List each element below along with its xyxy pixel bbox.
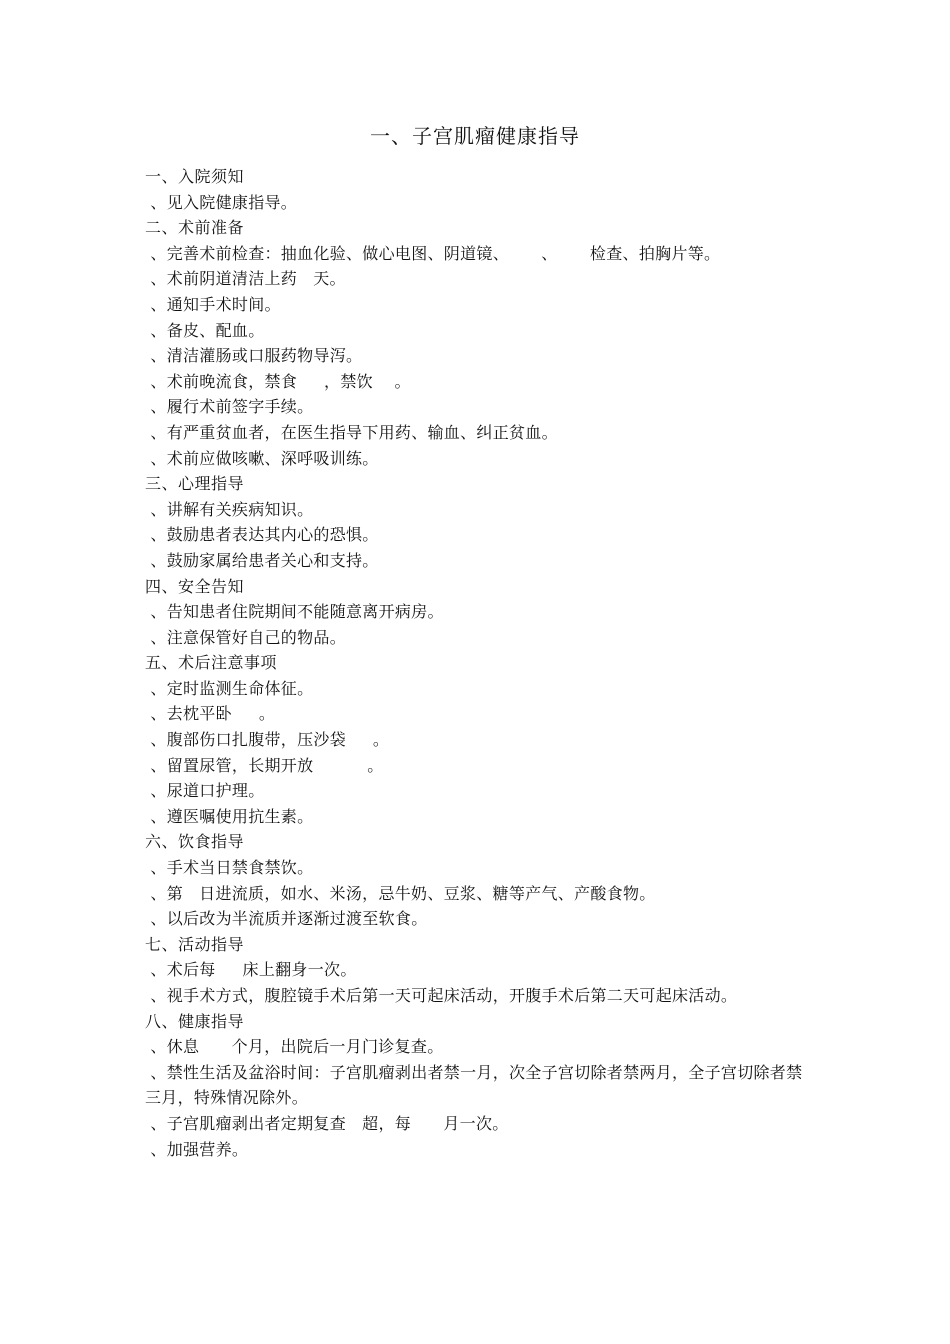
list-item: 、鼓励患者表达其内心的恐惧。 <box>145 525 379 545</box>
list-item: 、留置尿管，长期开放 。 <box>145 755 384 775</box>
list-item: 、第 日进流质，如水、米汤，忌牛奶、豆浆、糖等产气、产酸食物。 <box>145 883 656 903</box>
list-item: 、告知患者住院期间不能随意离开病房。 <box>145 602 444 622</box>
list-item: 、通知手术时间。 <box>145 294 281 314</box>
list-item: 、术前晚流食，禁食 ，禁饮 。 <box>145 371 411 391</box>
list-item: 、腹部伤口扎腹带，压沙袋 。 <box>145 730 390 750</box>
list-item: 、有严重贫血者，在医生指导下用药、输血、纠正贫血。 <box>145 422 558 442</box>
section-heading: 一、入院须知 <box>145 167 245 186</box>
document-body <box>145 164 810 1162</box>
list-item: 、讲解有关疾病知识。 <box>145 499 314 519</box>
section-heading: 五、术后注意事项 <box>145 653 278 673</box>
list-item: 、尿道口护理。 <box>145 781 265 801</box>
list-item: 、履行术前签字手续。 <box>145 397 314 417</box>
list-item: 、以后改为半流质并逐渐过渡至软食。 <box>145 909 428 929</box>
list-item: 、完善术前检查：抽血化验、做心电图、阴道镜、 、 检查、拍胸片等。 <box>145 243 721 263</box>
section-heading: 七、活动指导 <box>145 934 245 954</box>
list-item: 、术后每 床上翻身一次。 <box>145 960 357 980</box>
list-item: 、见入院健康指导。 <box>145 192 298 212</box>
list-item: 、术前应做咳嗽、深呼吸训练。 <box>145 448 379 468</box>
list-item: 、遵医嘱使用抗生素。 <box>145 806 314 826</box>
list-item: 、子宫肌瘤剥出者定期复查 超，每 月一次。 <box>145 1113 509 1133</box>
list-item: 、备皮、配血。 <box>145 320 265 340</box>
document-title: 一、子宫肌瘤健康指导 <box>370 124 580 148</box>
list-item: 、清洁灌肠或口服药物导泻。 <box>145 346 363 366</box>
list-item: 、禁性生活及盆浴时间：子宫肌瘤剥出者禁一月，次全子宫切除者禁两月，全子宫切除者禁三月，特殊情况除外。 <box>145 1062 803 1108</box>
list-item: 、去枕平卧 。 <box>145 704 276 724</box>
list-item: 、鼓励家属给患者关心和支持。 <box>145 550 379 570</box>
list-item: 、术前阴道清洁上药 天。 <box>145 269 346 289</box>
list-item: 、视手术方式，腹腔镜手术后第一天可起床活动，开腹手术后第二天可起床活动。 <box>145 986 738 1005</box>
section-heading: 三、心理指导 <box>145 474 245 494</box>
list-item: 、定时监测生命体征。 <box>145 678 314 698</box>
list-item: 、注意保管好自己的物品。 <box>145 627 346 647</box>
section-heading: 八、健康指导 <box>145 1011 245 1031</box>
list-item: 、手术当日禁食禁饮。 <box>145 858 314 878</box>
section-heading: 四、安全告知 <box>145 576 245 596</box>
list-item: 、加强营养。 <box>145 1139 249 1159</box>
section-heading: 六、饮食指导 <box>145 832 245 852</box>
section-heading: 二、术前准备 <box>145 218 245 238</box>
list-item: 、休息 个月，出院后一月门诊复查。 <box>145 1037 444 1057</box>
